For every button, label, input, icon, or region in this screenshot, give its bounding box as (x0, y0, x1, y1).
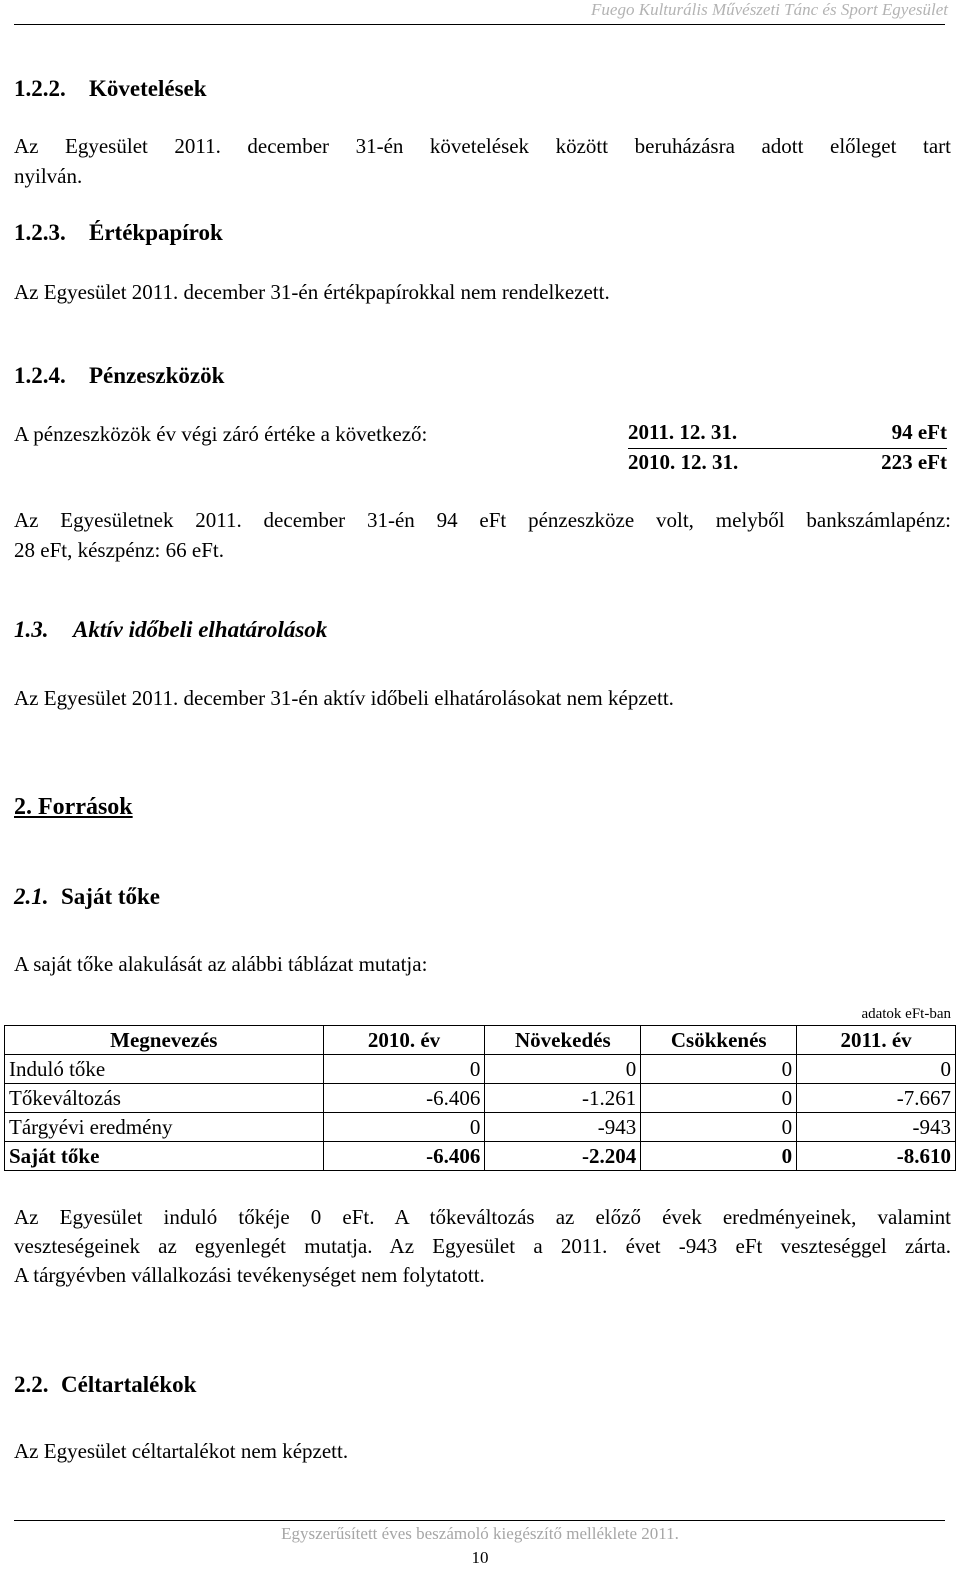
table-cell: Saját tőke (5, 1142, 324, 1171)
section-2-title: 2. Források (14, 794, 133, 820)
table-row (5, 1084, 956, 1113)
table-cell: -943 (797, 1113, 956, 1142)
table-cell: 0 (485, 1055, 641, 1084)
table-cell: Induló tőke (5, 1055, 324, 1084)
footer-text: Egyszerűsített éves beszámoló kiegészítő melléklete 2011. (281, 1524, 679, 1543)
table-row (5, 1113, 956, 1142)
cash-row-2011 (628, 420, 947, 449)
table-cell: -6.406 (323, 1142, 485, 1171)
section-1-2-4-text-line2: 28 eFt, készpénz: 66 eFt. (14, 538, 224, 562)
table-cell: 0 (641, 1113, 797, 1142)
table-total-row (5, 1142, 956, 1171)
table-cell: -6.406 (323, 1084, 485, 1113)
table-header-cell: Csökkenés (641, 1026, 797, 1055)
cash-date-2010: 2010. 12. 31. (628, 450, 739, 474)
table-row (5, 1055, 956, 1084)
table-cell: 0 (323, 1055, 485, 1084)
section-1-2-4-text-line1: Az Egyesületnek 2011. december 31-én 94 eFt pénzeszköze volt, melyből bankszámlapénz: (14, 508, 951, 532)
section-1-2-2-number: 1.2.2. (14, 76, 66, 101)
section-2-2-title: Céltartalékok (61, 1372, 197, 1397)
section-2-1-text-line3: A tárgyévben vállalkozási tevékenységet nem folytatott. (14, 1263, 485, 1287)
section-2-2-number: 2.2. (14, 1372, 49, 1397)
section-2-1-title: Saját tőke (61, 884, 161, 909)
table-cell: -8.610 (797, 1142, 956, 1171)
section-1-2-2-text-line2: nyilván. (14, 164, 83, 188)
table-cell: 0 (797, 1055, 956, 1084)
table-cell: 0 (323, 1113, 485, 1142)
section-1-2-3-title: Értékpapírok (89, 220, 223, 245)
page-number: 10 (471, 1548, 489, 1567)
table-cell: -2.204 (485, 1142, 641, 1171)
table-header-cell: 2011. év (797, 1026, 956, 1055)
section-2-1-text-line1: Az Egyesület induló tőkéje 0 eFt. A tőkeváltozás az előző évek eredményeinek, valamint (14, 1205, 951, 1229)
table-header-cell: 2010. év (323, 1026, 485, 1055)
section-1-2-3-number: 1.2.3. (14, 220, 66, 245)
table-cell: -7.667 (797, 1084, 956, 1113)
table-cell: 0 (641, 1142, 797, 1171)
cash-row-2010 (628, 450, 947, 478)
section-1-2-3-text: Az Egyesület 2011. december 31-én értékpapírokkal nem rendelkezett. (14, 280, 610, 304)
table-cell: Tőkeváltozás (5, 1084, 324, 1113)
table-cell: -943 (485, 1113, 641, 1142)
table-caption: adatok eFt-ban (861, 1006, 951, 1022)
section-2-2-text: Az Egyesület céltartalékot nem képzett. (14, 1439, 349, 1463)
section-2-1-number: 2.1. (14, 884, 49, 909)
section-1-3-text: Az Egyesület 2011. december 31-én aktív időbeli elhatárolásokat nem képzett. (14, 686, 674, 710)
section-1-2-2-title: Követelések (89, 76, 207, 101)
section-1-2-2-text-line1: Az Egyesület 2011. december 31-én követelések között beruházásra adott előleget tart (14, 134, 951, 158)
table-header-row (5, 1026, 956, 1055)
section-1-2-4-title: Pénzeszközök (89, 363, 225, 388)
table-header-cell: Növekedés (485, 1026, 641, 1055)
section-1-2-4-intro: A pénzeszközök év végi záró értéke a következő: (14, 422, 428, 446)
cash-date-2011: 2011. 12. 31. (628, 420, 738, 444)
equity-table (4, 1025, 956, 1171)
section-1-2-4-number: 1.2.4. (14, 363, 66, 388)
table-header-cell: Megnevezés (5, 1026, 324, 1055)
footer-rule (14, 1520, 945, 1521)
page-header-title: Fuego Kulturális Művészeti Tánc és Sport Egyesület (591, 0, 948, 19)
section-2-1-intro: A saját tőke alakulását az alábbi táblázat mutatja: (14, 952, 428, 976)
section-1-3-number: 1.3. (14, 617, 49, 642)
header-rule (14, 24, 945, 25)
table-cell: 0 (641, 1055, 797, 1084)
table-cell: Tárgyévi eredmény (5, 1113, 324, 1142)
cash-value-2011: 94 eFt (891, 420, 947, 444)
cash-value-2010: 223 eFt (881, 450, 947, 474)
table-cell: -1.261 (485, 1084, 641, 1113)
section-1-3-title: Aktív időbeli elhatárolások (73, 617, 328, 642)
section-2-1-text-line2: veszteségeinek az egyenlegét mutatja. Az Egyesület a 2011. évet -943 eFt veszteséggel zárta. (14, 1234, 951, 1258)
table-cell: 0 (641, 1084, 797, 1113)
